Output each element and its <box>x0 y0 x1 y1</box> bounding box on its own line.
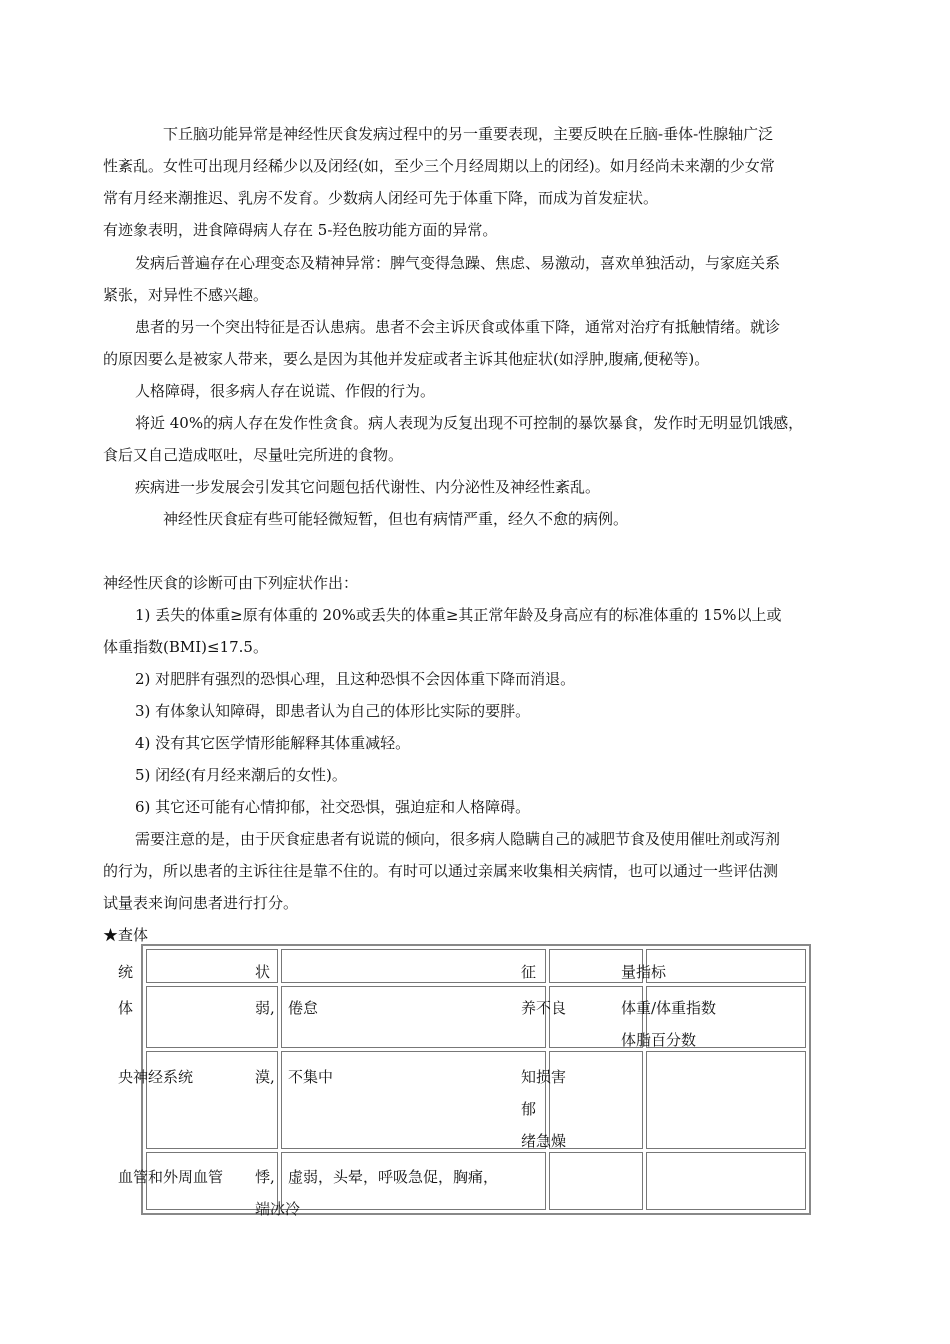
paragraph-line: 发病后普遍存在心理变态及精神异常：脾气变得急躁、焦虑、易激动，喜欢单独活动，与家庭关系 <box>135 254 781 272</box>
row2-sign: 郁 <box>521 1100 537 1118</box>
paragraph-line: 常有月经来潮推迟、乳房不发育。少数病人闭经可先于体重下降，而成为首发症状。 <box>103 189 659 207</box>
paragraph-line: 人格障碍，很多病人存在说谎、作假的行为。 <box>135 382 436 400</box>
row1-sign: 养不良 <box>521 999 567 1017</box>
table-cell <box>281 949 545 983</box>
row2-symptom-a: 漠, <box>255 1068 275 1086</box>
note-line: 的行为，所以患者的主诉往往是靠不住的。有时可以通过亲属来收集相关病情，也可以通过一些评估测 <box>103 862 779 880</box>
diagnosis-intro: 神经性厌食的诊断可由下列症状作出： <box>103 574 359 592</box>
note-line: 需要注意的是，由于厌食症患者有说谎的倾向，很多病人隐瞒自己的减肥节食及使用催吐剂或泻剂 <box>135 830 781 848</box>
row3-system: 血管和外周血管 <box>118 1168 224 1186</box>
table-cell <box>281 986 545 1048</box>
paragraph-line: 性紊乱。女性可出现月经稀少以及闭经(如，至少三个月经周期以上的闭经)。如月经尚未来潮的少女常 <box>103 157 775 175</box>
table-header-system: 统 <box>118 963 134 981</box>
criteria-item: 体重指数(BMI)≤17.5。 <box>103 638 268 656</box>
row3-symptom-c: 端冰冷 <box>255 1200 301 1218</box>
table-row <box>146 1051 806 1149</box>
paragraph-line: 下丘脑功能异常是神经性厌食发病过程中的另一重要表现，主要反映在丘脑-垂体-性腺轴广泛 <box>163 125 774 143</box>
paragraph-line: 疾病进一步发展会引发其它问题包括代谢性、内分泌性及神经性紊乱。 <box>135 478 601 496</box>
row1-system: 体 <box>118 999 134 1017</box>
table-header-row <box>146 949 806 983</box>
section-title: ★查体 <box>103 926 149 944</box>
table-cell <box>146 1051 278 1149</box>
paragraph-line: 患者的另一个突出特征是否认患病。患者不会主诉厌食或体重下降，通常对治疗有抵触情绪。就诊 <box>135 318 781 336</box>
table-cell <box>646 1051 806 1149</box>
criteria-item: 5) 闭经(有月经来潮后的女性)。 <box>135 766 347 784</box>
row2-system: 央神经系统 <box>118 1068 194 1086</box>
paragraph-line: 食后又自己造成呕吐，尽量吐完所进的食物。 <box>103 446 404 464</box>
paragraph-line: 神经性厌食症有些可能轻微短暂，但也有病情严重，经久不愈的病例。 <box>163 510 629 528</box>
paragraph-line: 的原因要么是被家人带来，要么是因为其他并发症或者主诉其他症状(如浮肿,腹痛,便秘等)。 <box>103 350 710 368</box>
table-cell <box>646 1152 806 1210</box>
row2-sign: 知损害 <box>521 1068 567 1086</box>
table-header-sign: 征 <box>521 963 537 981</box>
paragraph-line: 有迹象表明，进食障碍病人存在 5-羟色胺功能方面的异常。 <box>103 221 498 239</box>
criteria-item: 2) 对肥胖有强烈的恐惧心理，且这种恐惧不会因体重下降而消退。 <box>135 670 576 688</box>
note-line: 试量表来询问患者进行打分。 <box>103 894 299 912</box>
row2-sign: 绪急燥 <box>521 1132 567 1150</box>
table-header-measure: 量指标 <box>621 963 667 981</box>
row3-symptom-b: 虚弱，头晕，呼吸急促，胸痛， <box>288 1168 499 1186</box>
table-header-symptom: 状 <box>255 963 271 981</box>
table-cell <box>549 1152 643 1210</box>
table-cell <box>646 949 806 983</box>
criteria-item: 4) 没有其它医学情形能解释其体重减轻。 <box>135 734 411 752</box>
row3-symptom-a: 悸, <box>255 1168 275 1186</box>
criteria-item: 3) 有体象认知障碍，即患者认为自己的体形比实际的要胖。 <box>135 702 531 720</box>
row1-measure: 体重/体重指数 <box>621 999 717 1017</box>
row2-symptom-b: 不集中 <box>288 1068 334 1086</box>
paragraph-line: 紧张，对异性不感兴趣。 <box>103 286 269 304</box>
criteria-item: 1) 丢失的体重≥原有体重的 20%或丢失的体重≥其正常年龄及身高应有的标准体重的 15%以上或 <box>135 606 782 624</box>
row1-symptom-b: 倦怠 <box>288 999 319 1017</box>
row1-symptom-a: 弱, <box>255 999 275 1017</box>
table-cell <box>281 1051 545 1149</box>
row1-measure: 体脂百分数 <box>621 1031 697 1049</box>
paragraph-line: 将近 40%的病人存在发作性贪食。病人表现为反复出现不可控制的暴饮暴食，发作时无明显饥饿感， <box>135 414 804 432</box>
criteria-item: 6) 其它还可能有心情抑郁，社交恐惧，强迫症和人格障碍。 <box>135 798 531 816</box>
